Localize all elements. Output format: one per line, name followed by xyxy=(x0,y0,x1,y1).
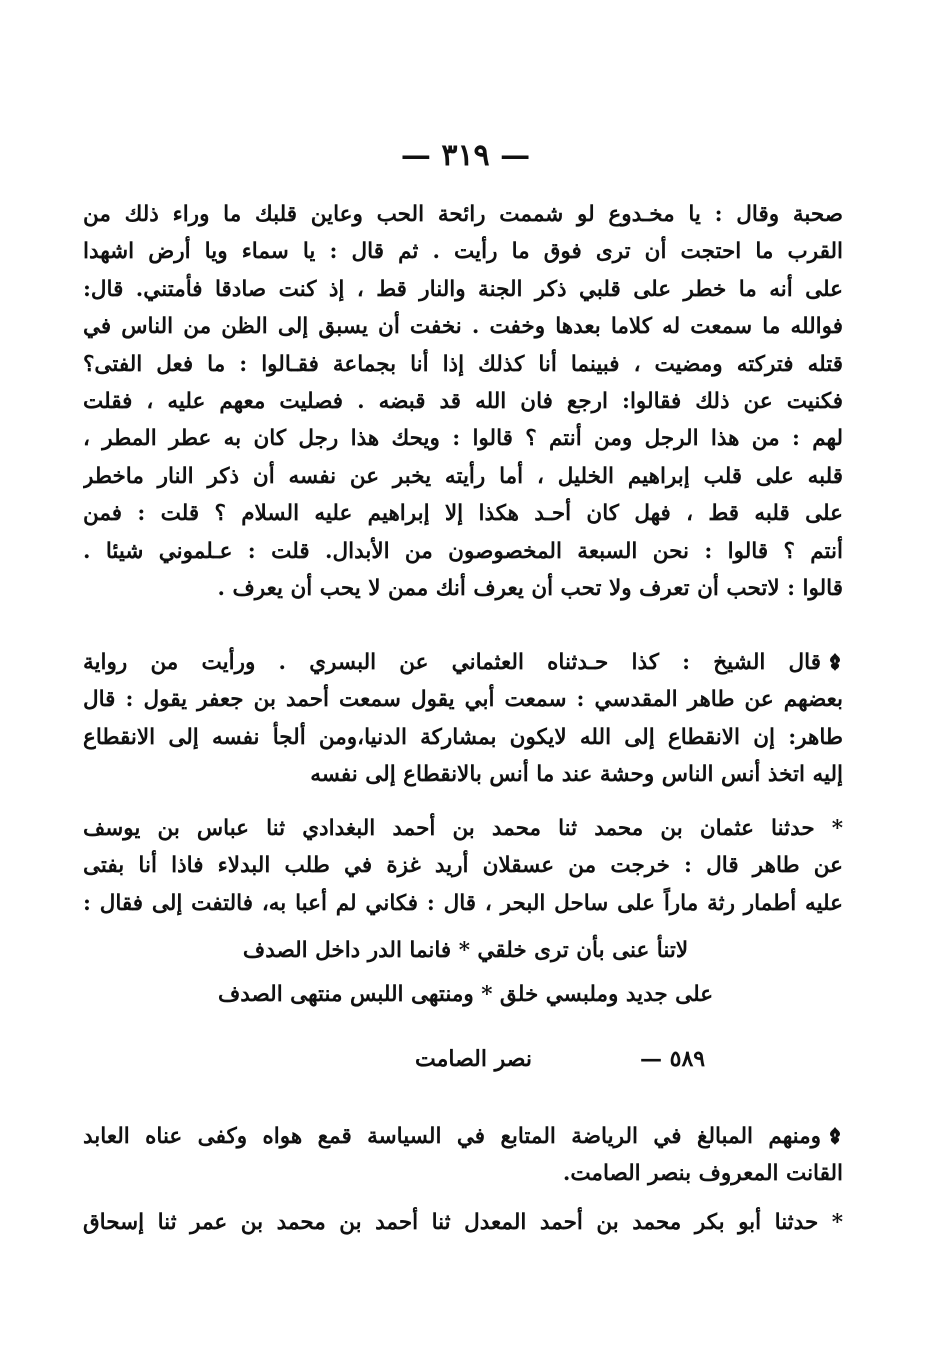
text-line: إليه اتخذ أنس الناس وحشة عند ما أنس بالانقطاع إلى نفسه xyxy=(310,762,843,788)
paragraph-2-first-line: قال الشيخ : كذا حـدثناه العثماني عن البسري . ورأيت من رواية xyxy=(83,650,821,675)
floral-ornament-icon xyxy=(827,1126,843,1146)
paragraph-2 xyxy=(83,644,843,794)
text-line: طاهر: إن الانقطاع إلى الله لايكون بمشاركة الدنيا،ومن ألجأ نفسه إلى الانقطاع xyxy=(83,724,843,750)
text-line: * حدثنا أبو بكر محمد بن أحمد المعدل ثنا أحمد بن محمد بن عمر ثنا إسحاق xyxy=(83,1210,843,1235)
verse-line-2: على جديد وملبسي خلق * ومنتهى اللبس منتهى الصدف xyxy=(217,982,714,1007)
page-number: — ٣١٩ — xyxy=(400,138,531,173)
paragraph-1 xyxy=(83,196,843,607)
text-line: فكنيت عن ذلك فقالوا: ارجع فان الله قد قبضه . فصليت معهم عليه ، فقلت xyxy=(83,388,843,414)
text-line xyxy=(83,1118,843,1155)
text-line: أنتم ؟ قالوا : نحن السبعة المخصوصون من الأبدال. قلت : عـلموني شيئا . xyxy=(83,538,843,564)
text-line: على أنه ما خطر على قلبي ذكر الجنة والنار قط ، إذ كنت صادقا فأمتني. قال: xyxy=(83,276,843,302)
text-line: القانت المعروف بنصر الصامت. xyxy=(562,1161,843,1187)
text-line: عن طاهر قال : خرجت من عسقلان أريد غزة في طلب البدلاء فاذا أنا بفتى xyxy=(83,853,843,879)
text-line: القرب ما احتجت أن ترى فوق ما رأيت . ثم قال : يا سماء ويا أرض اشهدا xyxy=(83,239,843,265)
text-line: قلبه على قلب إبراهيم الخليل ، أما رأيته يخبر عن نفسه أن ذكر النار ماخطر xyxy=(83,463,843,489)
section-number: ٥٨٩ — xyxy=(640,1046,706,1072)
paragraph-4 xyxy=(83,1118,843,1193)
text-line: قتله فتركته ومضيت ، فبينما أنا كذلك إذا أنا بجماعة فقـالوا : ما فعل الفتى؟ xyxy=(83,351,843,377)
paragraph-4-first-line: ومنهم المبالغ في الرياضة المتابع في السياسة قمع هواه وكفى عناه العابد xyxy=(83,1124,821,1149)
text-line: على قلبه قط ، فهل كان أحـد هكذا إلا إبراهيم عليه السلام ؟ قلت : فمن xyxy=(83,501,843,527)
text-line: لهم : من هذا الرجل ومن أنتم ؟ قالوا : ويحك هذا رجل كان به عطر المطر ، xyxy=(83,426,843,452)
text-line: * حدثنا عثمان بن محمد ثنا محمد بن أحمد البغدادي ثنا عباس بن يوسف xyxy=(83,816,843,841)
paragraph-5 xyxy=(83,1204,843,1241)
text-line: قالوا : لاتحب أن تعرف ولا تحب أن يعرف أنك ممن لا يحب أن يعرف . xyxy=(217,575,843,601)
verse-line-1: لاتنأ عنى بأن ترى خلقي * فانما الدر داخل الصدف xyxy=(242,938,689,963)
text-line xyxy=(83,644,843,681)
text-line: بعضهم عن طاهر المقدسي : سمعت أبي يقول سمعت أحمد بن جعفر يقول : قال xyxy=(83,687,843,713)
text-line: صحبة وقال : يا مخـدوع لو شممت رائحة الحب وعاين قلبك ما وراء ذلك من xyxy=(83,202,843,227)
section-title: نصر الصامت xyxy=(415,1046,532,1072)
text-line: عليه أطمار رثة ماراً على ساحل البحر ، قال : فكاني لم أعبا به، فالتفت إلى فقال : xyxy=(83,890,843,916)
floral-ornament-icon xyxy=(827,652,843,672)
paragraph-3 xyxy=(83,810,843,922)
text-line: فوالله ما سمعت له كلاما بعدها وخفت . نخفت أن يسبق إلى الظن من الناس في xyxy=(83,314,843,340)
